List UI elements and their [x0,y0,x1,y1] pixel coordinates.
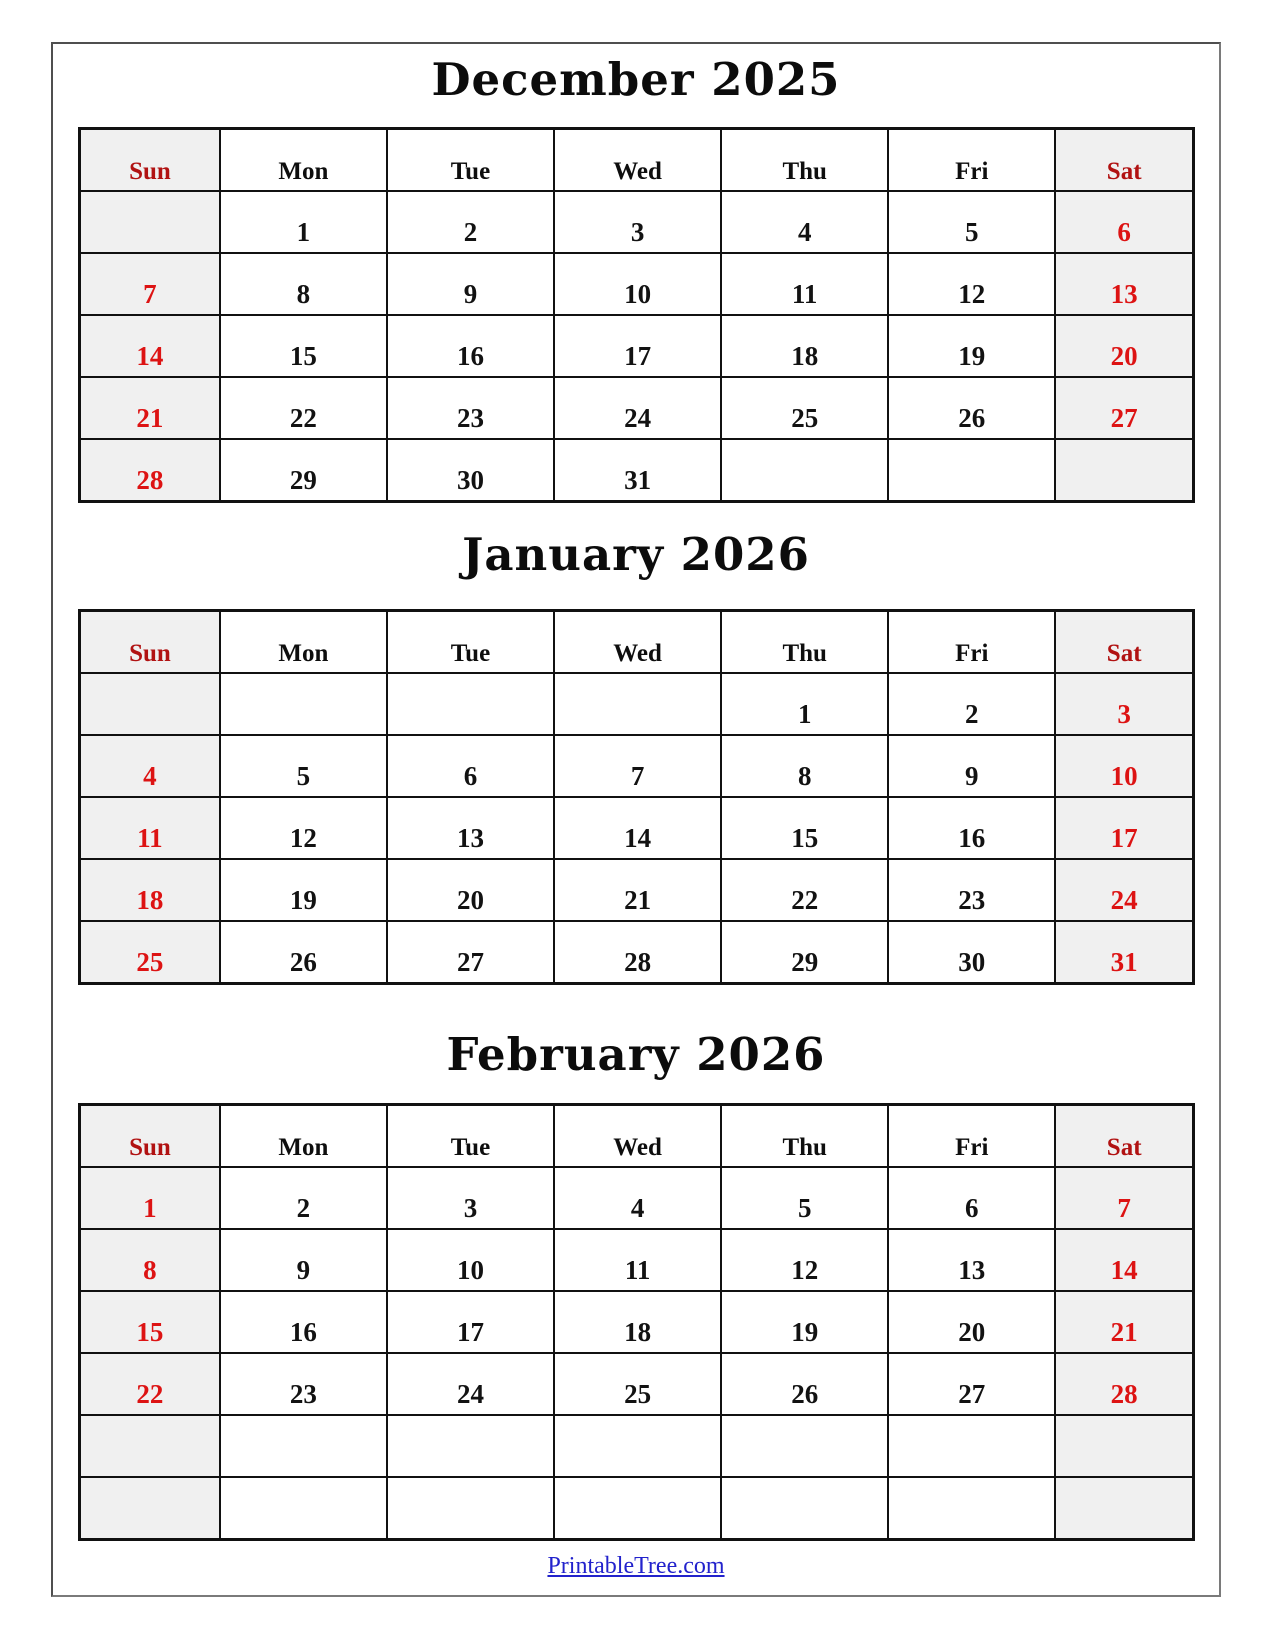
weekday-header-sun: Sun [80,611,220,674]
weekday-header-thu: Thu [721,1105,888,1168]
day-cell-30: 30 [387,439,554,502]
calendar-page [51,42,1221,1597]
weekday-header-row [80,129,1194,192]
week-row [80,377,1194,439]
day-cell-6: 6 [1055,191,1193,253]
day-cell-6: 6 [387,735,554,797]
day-cell-21: 21 [554,859,721,921]
weekday-header-thu: Thu [721,129,888,192]
weekday-header-tue: Tue [387,611,554,674]
page-footer [53,1553,1219,1580]
month-title: January 2026 [462,528,810,581]
day-cell-17: 17 [1055,797,1193,859]
day-cell-2: 2 [387,191,554,253]
month-calendar-table [78,609,1195,985]
day-cell-22: 22 [80,1353,220,1415]
day-cell-16: 16 [387,315,554,377]
weekday-header-mon: Mon [220,129,387,192]
day-cell-21: 21 [80,377,220,439]
day-cell-1: 1 [80,1167,220,1229]
day-cell-10: 10 [1055,735,1193,797]
day-cell-empty [554,673,721,735]
day-cell-20: 20 [1055,315,1193,377]
day-cell-7: 7 [1055,1167,1193,1229]
day-cell-31: 31 [554,439,721,502]
day-cell-27: 27 [387,921,554,984]
day-cell-8: 8 [721,735,888,797]
day-cell-29: 29 [721,921,888,984]
weekday-header-fri: Fri [888,129,1055,192]
day-cell-empty [554,1415,721,1477]
day-cell-21: 21 [1055,1291,1193,1353]
day-cell-empty [721,439,888,502]
day-cell-6: 6 [888,1167,1055,1229]
day-cell-29: 29 [220,439,387,502]
day-cell-7: 7 [554,735,721,797]
week-row [80,1353,1194,1415]
day-cell-15: 15 [80,1291,220,1353]
day-cell-8: 8 [80,1229,220,1291]
day-cell-empty [80,1415,220,1477]
day-cell-17: 17 [554,315,721,377]
day-cell-25: 25 [80,921,220,984]
day-cell-30: 30 [888,921,1055,984]
day-cell-4: 4 [721,191,888,253]
day-cell-2: 2 [888,673,1055,735]
day-cell-4: 4 [554,1167,721,1229]
day-cell-15: 15 [721,797,888,859]
month-section-february-2026 [78,1029,1194,1541]
day-cell-27: 27 [1055,377,1193,439]
day-cell-empty [1055,1415,1193,1477]
day-cell-empty [220,673,387,735]
week-row [80,439,1194,502]
day-cell-10: 10 [554,253,721,315]
day-cell-23: 23 [888,859,1055,921]
day-cell-empty [888,439,1055,502]
week-row [80,673,1194,735]
day-cell-5: 5 [721,1167,888,1229]
week-row [80,797,1194,859]
day-cell-empty [1055,439,1193,502]
day-cell-26: 26 [721,1353,888,1415]
day-cell-empty [80,191,220,253]
day-cell-22: 22 [220,377,387,439]
weekday-header-mon: Mon [220,611,387,674]
day-cell-9: 9 [387,253,554,315]
printabletree-link[interactable]: PrintableTree.com [547,1553,725,1579]
month-calendar-table [78,127,1195,503]
day-cell-3: 3 [387,1167,554,1229]
month-title: December 2025 [431,53,841,106]
day-cell-1: 1 [721,673,888,735]
day-cell-empty [888,1477,1055,1540]
day-cell-23: 23 [220,1353,387,1415]
week-row [80,191,1194,253]
months-container [53,54,1219,1541]
weekday-header-thu: Thu [721,611,888,674]
day-cell-13: 13 [888,1229,1055,1291]
day-cell-10: 10 [387,1229,554,1291]
day-cell-24: 24 [1055,859,1193,921]
day-cell-13: 13 [1055,253,1193,315]
day-cell-empty [888,1415,1055,1477]
day-cell-18: 18 [554,1291,721,1353]
day-cell-12: 12 [721,1229,888,1291]
day-cell-16: 16 [888,797,1055,859]
day-cell-5: 5 [888,191,1055,253]
weekday-header-wed: Wed [554,1105,721,1168]
day-cell-18: 18 [80,859,220,921]
day-cell-7: 7 [80,253,220,315]
day-cell-17: 17 [387,1291,554,1353]
weekday-header-sat: Sat [1055,1105,1193,1168]
week-row [80,921,1194,984]
week-row [80,253,1194,315]
month-section-january-2026 [78,529,1194,985]
day-cell-9: 9 [888,735,1055,797]
day-cell-3: 3 [1055,673,1193,735]
day-cell-28: 28 [80,439,220,502]
day-cell-13: 13 [387,797,554,859]
weekday-header-fri: Fri [888,1105,1055,1168]
day-cell-empty [721,1477,888,1540]
day-cell-16: 16 [220,1291,387,1353]
week-row [80,1167,1194,1229]
day-cell-3: 3 [554,191,721,253]
day-cell-4: 4 [80,735,220,797]
weekday-header-row [80,1105,1194,1168]
day-cell-14: 14 [554,797,721,859]
day-cell-5: 5 [220,735,387,797]
day-cell-9: 9 [220,1229,387,1291]
day-cell-empty [1055,1477,1193,1540]
day-cell-20: 20 [387,859,554,921]
day-cell-26: 26 [888,377,1055,439]
month-calendar-table [78,1103,1195,1541]
weekday-header-wed: Wed [554,129,721,192]
day-cell-14: 14 [80,315,220,377]
day-cell-11: 11 [80,797,220,859]
day-cell-2: 2 [220,1167,387,1229]
weekday-header-row [80,611,1194,674]
day-cell-11: 11 [554,1229,721,1291]
day-cell-8: 8 [220,253,387,315]
day-cell-empty [220,1415,387,1477]
weekday-header-wed: Wed [554,611,721,674]
week-row [80,1415,1194,1477]
day-cell-19: 19 [220,859,387,921]
day-cell-19: 19 [721,1291,888,1353]
week-row [80,315,1194,377]
day-cell-empty [554,1477,721,1540]
weekday-header-tue: Tue [387,129,554,192]
day-cell-14: 14 [1055,1229,1193,1291]
weekday-header-sat: Sat [1055,129,1193,192]
week-row [80,859,1194,921]
day-cell-empty [80,1477,220,1540]
day-cell-18: 18 [721,315,888,377]
day-cell-empty [220,1477,387,1540]
day-cell-31: 31 [1055,921,1193,984]
day-cell-empty [387,673,554,735]
day-cell-26: 26 [220,921,387,984]
weekday-header-sun: Sun [80,129,220,192]
week-row [80,1477,1194,1540]
day-cell-23: 23 [387,377,554,439]
weekday-header-sun: Sun [80,1105,220,1168]
day-cell-25: 25 [554,1353,721,1415]
day-cell-24: 24 [554,377,721,439]
week-row [80,735,1194,797]
day-cell-25: 25 [721,377,888,439]
day-cell-28: 28 [1055,1353,1193,1415]
weekday-header-sat: Sat [1055,611,1193,674]
day-cell-11: 11 [721,253,888,315]
day-cell-empty [387,1415,554,1477]
day-cell-1: 1 [220,191,387,253]
month-title: February 2026 [446,1028,826,1081]
weekday-header-fri: Fri [888,611,1055,674]
day-cell-19: 19 [888,315,1055,377]
week-row [80,1229,1194,1291]
day-cell-22: 22 [721,859,888,921]
day-cell-empty [80,673,220,735]
day-cell-12: 12 [888,253,1055,315]
month-section-december-2025 [78,54,1194,503]
day-cell-12: 12 [220,797,387,859]
day-cell-24: 24 [387,1353,554,1415]
week-row [80,1291,1194,1353]
day-cell-empty [387,1477,554,1540]
day-cell-27: 27 [888,1353,1055,1415]
day-cell-20: 20 [888,1291,1055,1353]
day-cell-empty [721,1415,888,1477]
day-cell-28: 28 [554,921,721,984]
weekday-header-tue: Tue [387,1105,554,1168]
weekday-header-mon: Mon [220,1105,387,1168]
day-cell-15: 15 [220,315,387,377]
